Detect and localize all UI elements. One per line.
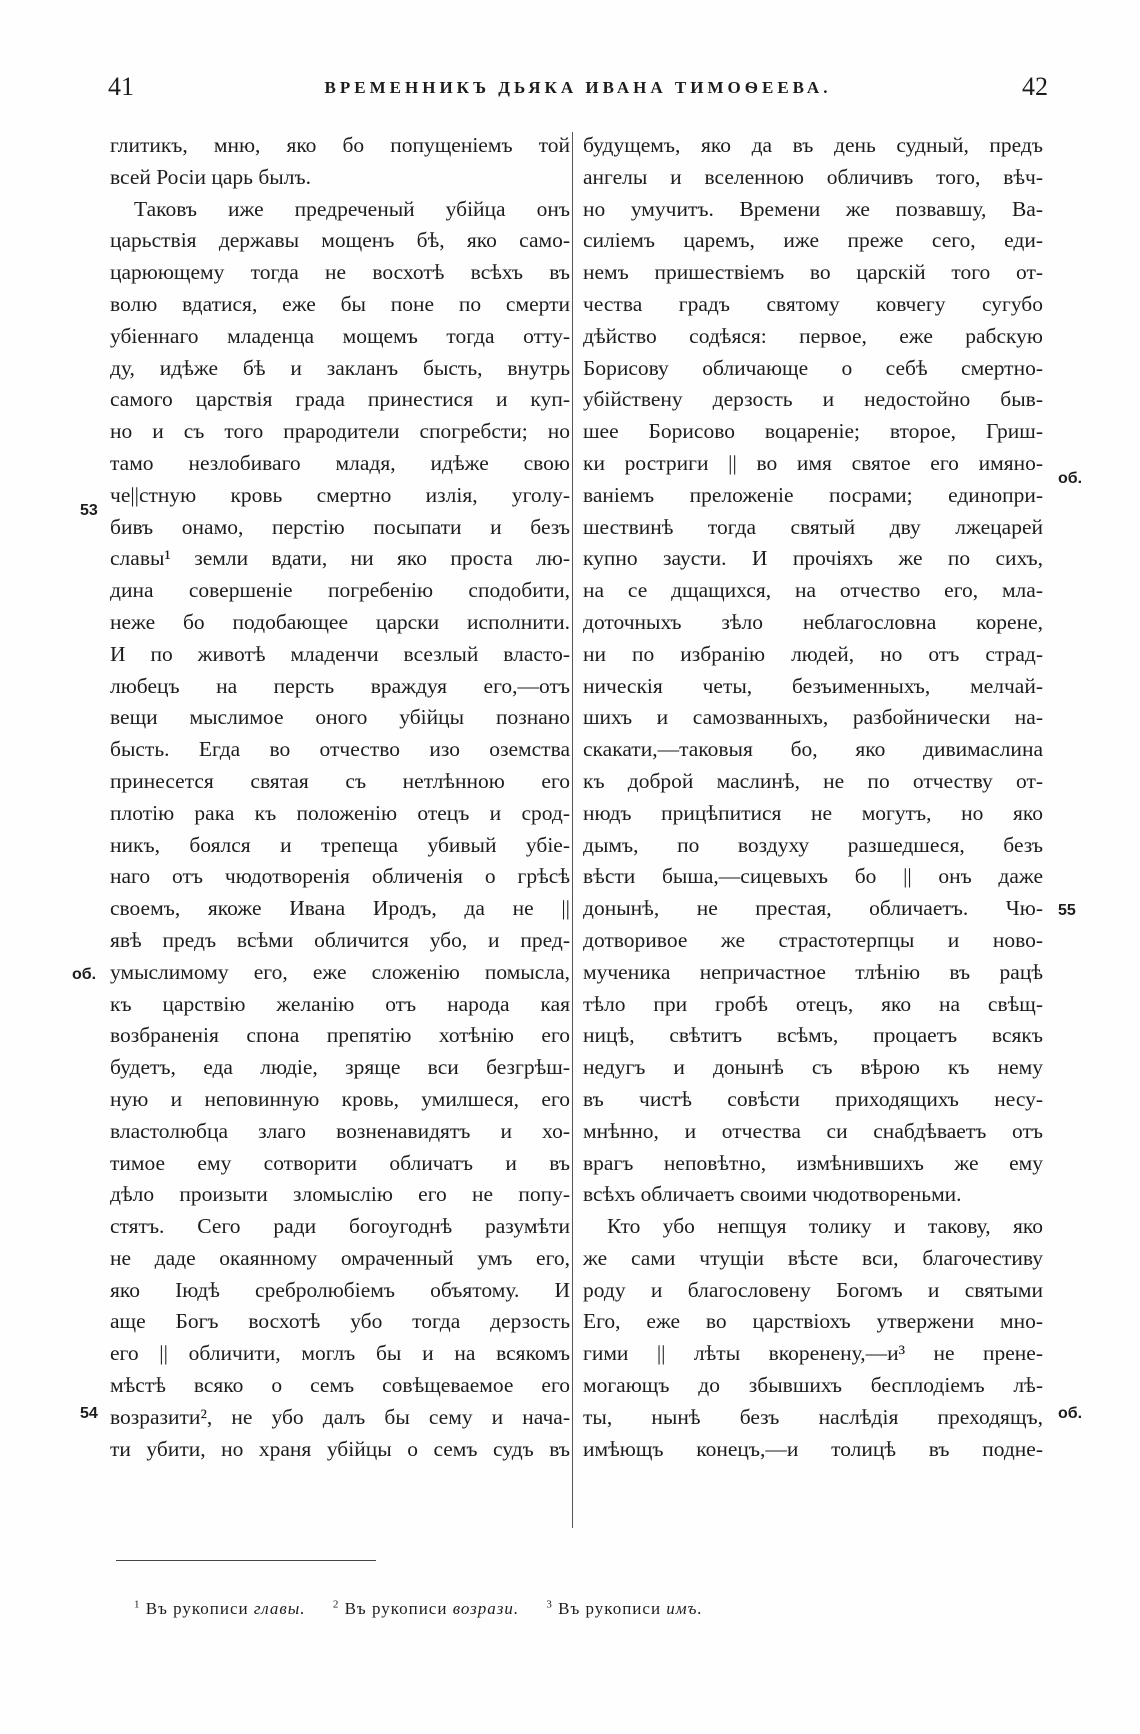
text-line: шее Борисово воцареніе; второе, Гриш- — [583, 419, 1043, 444]
text-line: стятъ. Сего ради богоугоднѣ разумѣти — [110, 1214, 570, 1239]
footnote-text: Въ рукописи — [344, 1598, 448, 1618]
text-line: на се дщащихся, на отчество его, мла- — [583, 578, 1043, 603]
text-line: царьствія державы мощенъ бѣ, яко само- — [110, 228, 570, 253]
folio-marker-verso-right: об. — [1058, 1405, 1083, 1422]
text-line: возразити², не убо далъ бы сему и нача- — [110, 1404, 570, 1429]
folio-marker-verso-right: об. — [1058, 470, 1083, 487]
text-line: въ чистѣ совѣсти приходящихъ несу- — [583, 1086, 1043, 1111]
text-line: ни по избранію людей, но отъ страд- — [583, 641, 1043, 666]
text-line: къ царствію желанію отъ народа кая — [110, 991, 570, 1016]
text-line: шихъ и самозванныхъ, разбойнически на- — [583, 705, 1043, 730]
footnote-text: Въ рукописи — [145, 1598, 249, 1618]
footnote-word: имъ. — [666, 1598, 703, 1618]
footnote-number: 1 — [134, 1598, 141, 1610]
text-line: скакати,—таковыя бо, яко дивимаслина — [583, 737, 1043, 762]
text-line: Борисову обличающе о себѣ смертно- — [583, 355, 1043, 380]
text-line: вѣсти быша,—сицевыхъ бо || онъ даже — [583, 864, 1043, 889]
text-line: наго отъ чюдотворенія обличенія о грѣсѣ — [110, 864, 570, 889]
text-line: И по животѣ младенчи всезлый власто- — [110, 641, 570, 666]
text-line: дотворивое же страстотерпцы и ново- — [583, 927, 1043, 952]
text-line: умыслимому его, еже сложенію помысла, — [110, 959, 570, 984]
text-line: любецъ на персть враждуя его,—отъ — [110, 673, 570, 698]
text-line: Таковъ иже предреченый убійца онъ — [134, 196, 570, 221]
text-line: Кто убо непщуя толику и такову, яко — [607, 1214, 1043, 1239]
text-line: ты, нынѣ безъ наслѣдія преходящъ, — [583, 1404, 1043, 1429]
page-header — [108, 68, 1048, 108]
text-line: неже бо подобающее царски исполнити. — [110, 609, 570, 634]
text-line: тамо незлобиваго младя, идѣже свою — [110, 450, 570, 475]
footnote — [546, 1599, 702, 1618]
text-line: своемъ, якоже Ивана Иродъ, да не || — [110, 896, 570, 921]
text-line: никъ, боялся и трепеща убивый убіе- — [110, 832, 570, 857]
folio-marker-55: 55 — [1058, 902, 1076, 919]
text-line: волю вдатися, еже бы поне по смерти — [110, 291, 570, 316]
footnote-number: 3 — [546, 1598, 553, 1610]
folio-marker-verso-left: об. — [72, 966, 97, 983]
right-column — [583, 130, 1043, 1465]
text-line: немъ пришествіемъ во царскій того от- — [583, 260, 1043, 285]
folio-marker-54: 54 — [80, 1405, 98, 1422]
text-line: недугъ и донынѣ съ вѣрою къ нему — [583, 1055, 1043, 1080]
text-line: вещи мыслимое оного убійцы познано — [110, 705, 570, 730]
text-line: шествинѣ тогда святый дву лжецарей — [583, 514, 1043, 539]
running-title: ВРЕМЕННИКЪ ДЬЯКА ИВАНА ТИМОѲЕЕВА. — [324, 78, 832, 97]
page-number-left: 41 — [108, 72, 134, 101]
text-line: всей Росіи царь былъ. — [110, 164, 311, 189]
text-line: мученика непричастное тлѣнію въ рацѣ — [583, 959, 1043, 984]
text-line: донынѣ, не престая, обличаетъ. Чю- — [583, 896, 1043, 921]
text-line: ти убити, но храня убійцы о семъ судъ въ — [110, 1436, 570, 1461]
text-line: къ доброй маслинѣ, не по отчеству от- — [583, 768, 1043, 793]
text-line: могающъ до збывшихъ бесплодіемъ лѣ- — [583, 1373, 1043, 1398]
text-line: царюющему тогда не восхотѣ всѣхъ въ — [110, 260, 570, 285]
text-line: мѣстѣ всяко о семъ совѣщеваемое его — [110, 1373, 570, 1398]
text-line: тимое ему сотворити обличатъ и въ — [110, 1150, 570, 1175]
text-line: купно заусти. И прочіяхъ же по сихъ, — [583, 546, 1043, 571]
text-line: принесется святая съ нетлѣнною его — [110, 768, 570, 793]
text-line: ваніемъ преложеніе посрами; единопри- — [583, 482, 1043, 507]
text-line: же сами чтущіи вѣсте вси, благочестиву — [583, 1245, 1043, 1270]
text-line: доточныхъ зѣло неблагословна корене, — [583, 609, 1043, 634]
text-line: возбраненія спона препятію хотѣнію его — [110, 1023, 570, 1048]
footnote-number: 2 — [332, 1598, 340, 1610]
text-line: ницѣ, свѣтитъ всѣмъ, процаетъ всякъ — [583, 1023, 1043, 1048]
text-line: бивъ онамо, перстію посыпати и безъ — [110, 514, 570, 539]
page-number-right: 42 — [1022, 72, 1048, 101]
text-line: гими || лѣты вкоренену,—и³ не прене- — [583, 1341, 1043, 1366]
text-line: ническія четы, безъименныхъ, мелчай- — [583, 673, 1043, 698]
text-line: но умучитъ. Времени же позвавшу, Ва- — [583, 196, 1043, 221]
text-line: че||стную кровь смертно излія, уголу- — [110, 482, 570, 507]
text-line: силіемъ царемъ, иже преже сего, еди- — [583, 228, 1043, 253]
column-divider — [572, 132, 573, 1528]
text-line: ангелы и вселенною обличивъ того, вѣч- — [583, 164, 1043, 189]
text-line: ду, идѣже бѣ и закланъ бысть, внутрь — [110, 355, 570, 380]
text-line: всѣхъ обличаетъ своими чюдотвореньми. — [583, 1182, 962, 1207]
text-line: дѣйство содѣяся: первое, еже рабскую — [583, 323, 1043, 348]
text-line: тѣло при гробѣ отецъ, яко на свѣщ- — [583, 991, 1043, 1016]
text-line: убійствену дерзость и недостойно быв- — [583, 387, 1043, 412]
text-line: аще Богъ восхотѣ убо тогда дерзость — [110, 1309, 570, 1334]
footnote — [134, 1599, 306, 1618]
text-line: чества градъ святому ковчегу сугубо — [583, 291, 1043, 316]
text-line: убіеннаго младенца мощемъ тогда отту- — [110, 323, 570, 348]
text-line: дымъ, по воздуху разшедшеся, безъ — [583, 832, 1043, 857]
text-line: яко Іюдѣ сребролюбіемъ объятому. И — [110, 1277, 570, 1302]
text-line: явѣ предъ всѣми обличится убо, и пред- — [110, 927, 570, 952]
footnote-word: возрази. — [452, 1598, 520, 1618]
text-line: дѣло произыти зломыслію его не попу- — [110, 1182, 570, 1207]
text-line: врагъ неповѣтно, измѣнившихъ же ему — [583, 1150, 1043, 1175]
text-line: дина совершеніе погребенію сподобити, — [110, 578, 570, 603]
text-line: мнѣнно, и отчества си снабдѣваетъ отъ — [583, 1118, 1043, 1143]
footnotes — [134, 1598, 725, 1619]
footnote-rule — [116, 1560, 376, 1561]
text-line: будетъ, еда людіе, зряще вси безгрѣш- — [110, 1055, 570, 1080]
text-line: ную и неповинную кровь, умилшеся, его — [110, 1086, 570, 1111]
text-line: бысть. Егда во отчество изо оземства — [110, 737, 570, 762]
text-line: властолюбца злаго возненавидятъ и хо- — [110, 1118, 570, 1143]
footnote-word: главы. — [253, 1598, 306, 1618]
text-line: ки ростриги || во имя святое его имяно- — [583, 450, 1043, 475]
text-line: не даде окаянному омраченный умъ его, — [110, 1245, 570, 1270]
text-line: но и съ того прародители спогребсти; но — [110, 419, 570, 444]
text-line: нюдъ прицѣпитися не могутъ, но яко — [583, 800, 1043, 825]
footnote — [333, 1599, 519, 1618]
text-line: самого царствія града принестися и куп- — [110, 387, 570, 412]
text-line: роду и благословену Богомъ и святыми — [583, 1277, 1043, 1302]
folio-marker-53: 53 — [80, 502, 98, 519]
text-line: Его, еже во царствіохъ утвержени мно- — [583, 1309, 1043, 1334]
text-line: славы¹ земли вдати, ни яко проста лю- — [110, 546, 570, 571]
text-line: плотію рака къ положенію отецъ и срод- — [110, 800, 570, 825]
text-line: будущемъ, яко да въ день судный, предъ — [583, 133, 1043, 157]
footnote-text: Въ рукописи — [558, 1598, 662, 1618]
text-line: глитикъ, мню, яко бо попущеніемъ той — [110, 133, 570, 157]
left-column — [110, 130, 570, 1465]
text-line: его || обличити, моглъ бы и на всякомъ — [110, 1341, 570, 1366]
text-line: имѣющъ конецъ,—и толицѣ въ подне- — [583, 1436, 1043, 1461]
